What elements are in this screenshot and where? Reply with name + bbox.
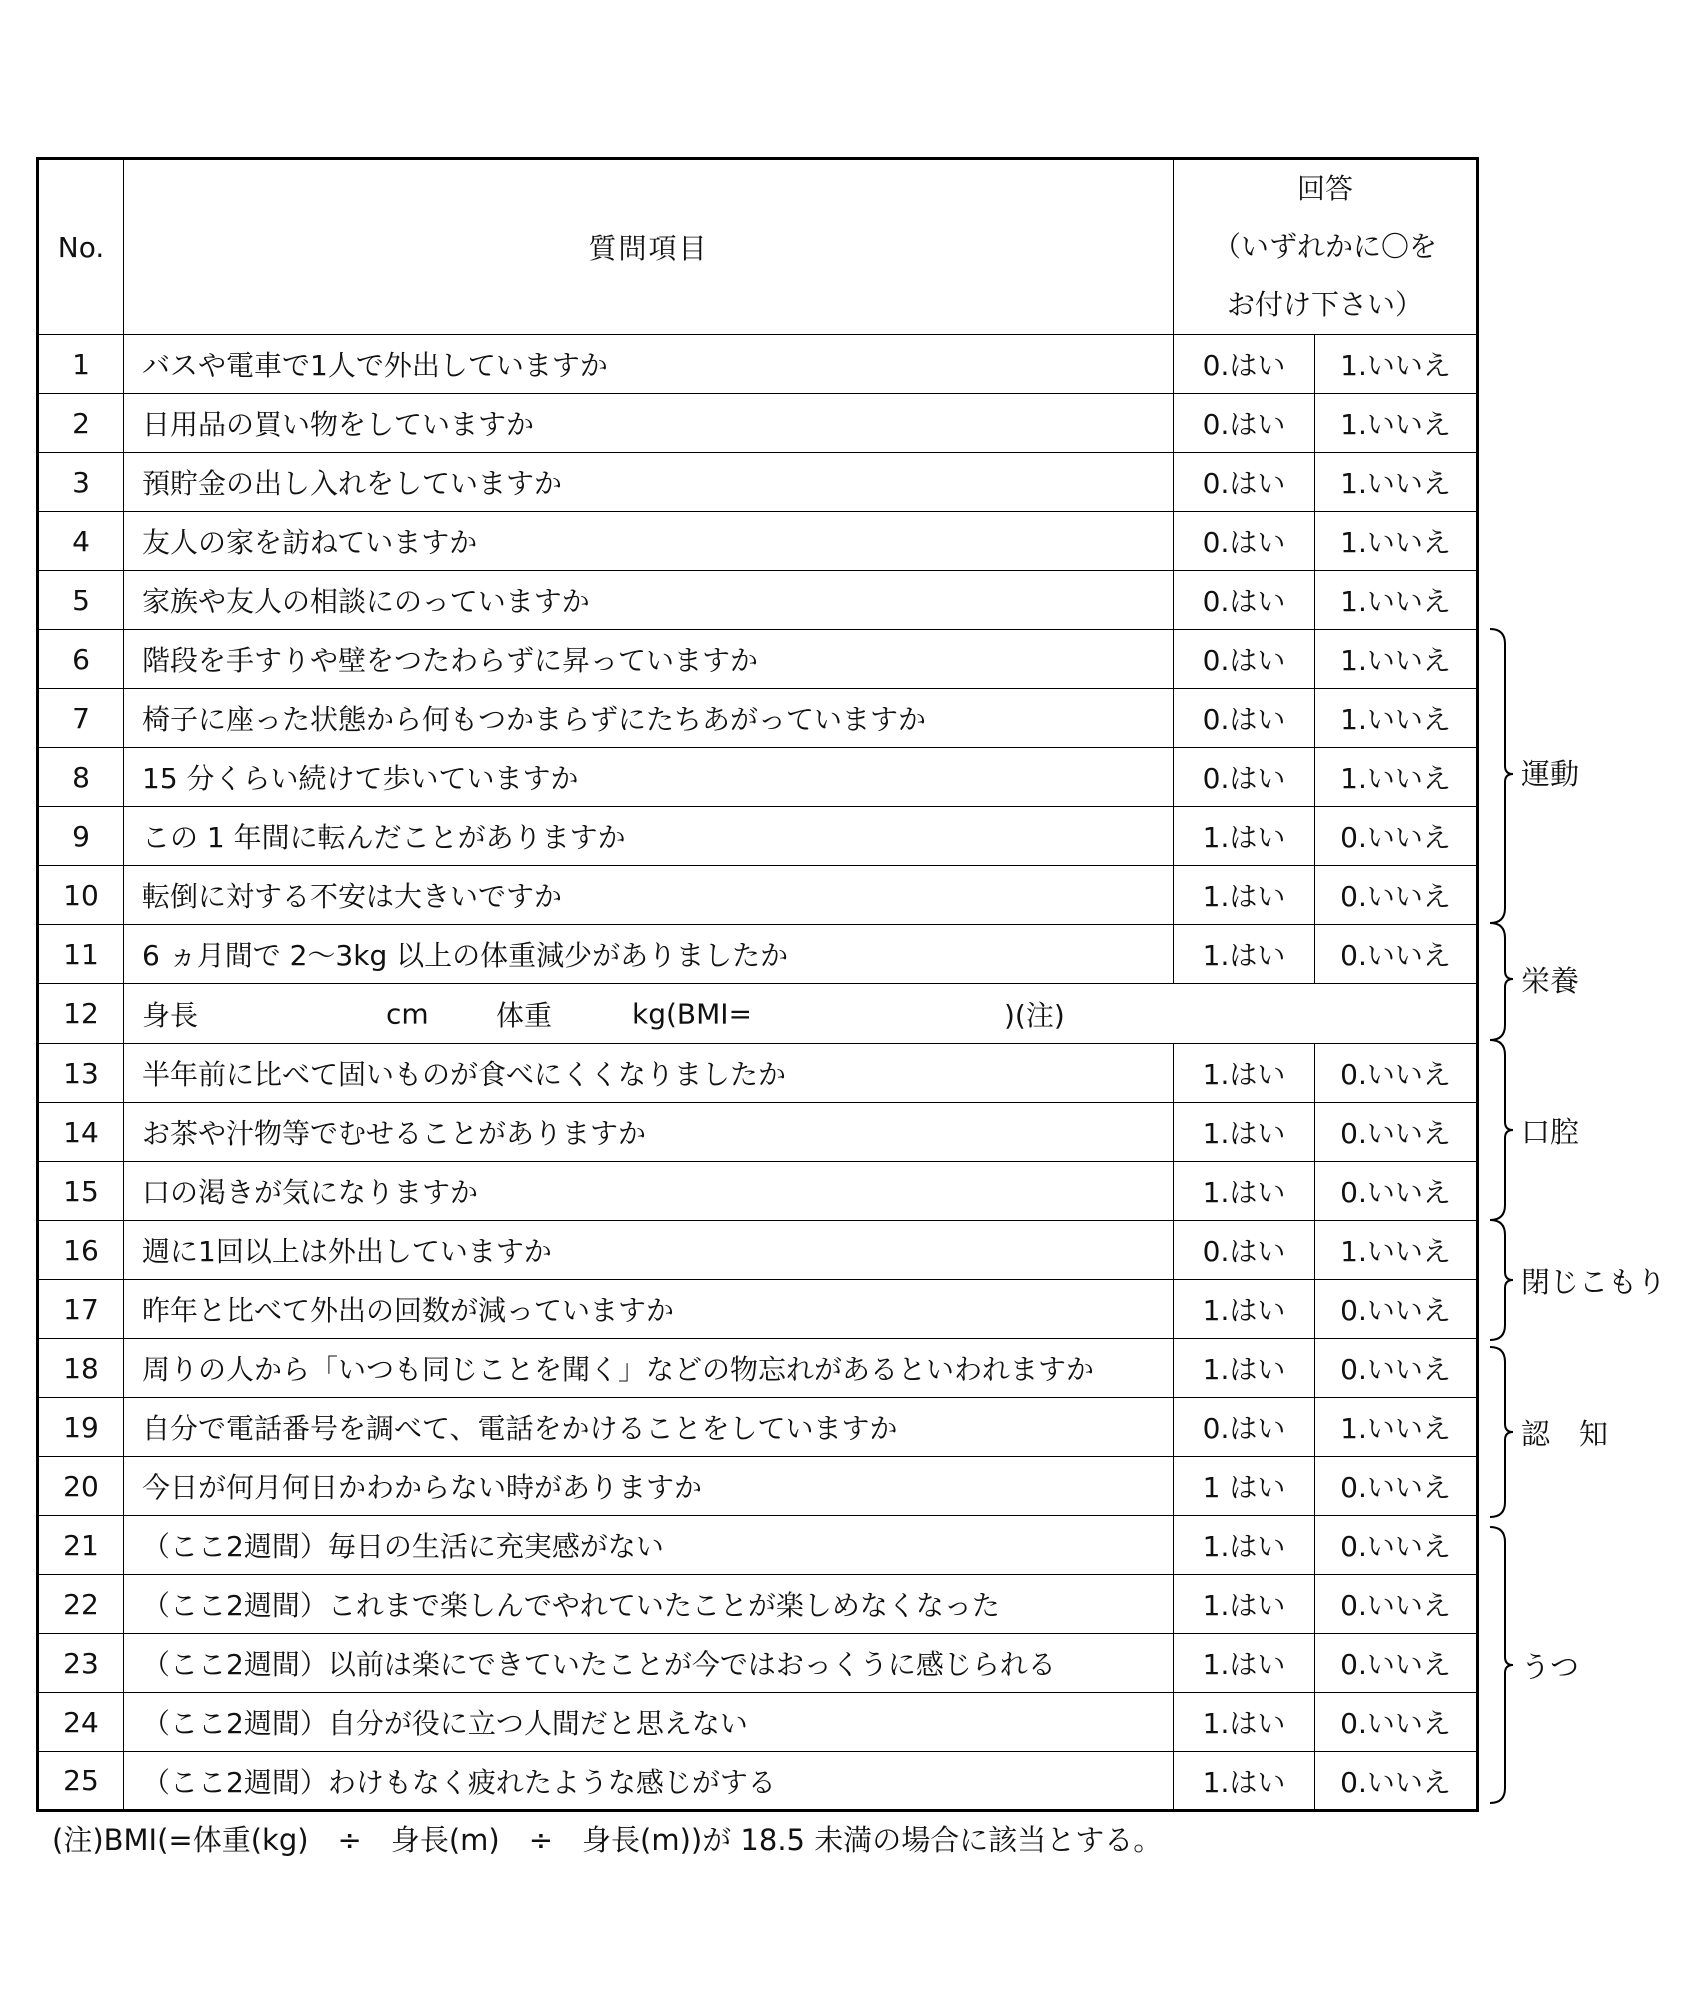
question-text: 昨年と比べて外出の回数が減っていますか bbox=[124, 1280, 1174, 1339]
answer-option-yes[interactable]: 1.はい bbox=[1174, 1752, 1315, 1811]
answer-option-yes[interactable]: 1 はい bbox=[1174, 1457, 1315, 1516]
question-text: 転倒に対する不安は大きいですか bbox=[124, 866, 1174, 925]
answer-option-yes[interactable]: 1.はい bbox=[1174, 1044, 1315, 1103]
question-text: （ここ2週間）わけもなく疲れたような感じがする bbox=[124, 1752, 1174, 1811]
category-eiyou: 栄養 bbox=[1521, 964, 1580, 998]
row-number: 3 bbox=[38, 453, 124, 512]
answer-option-no[interactable]: 1.いいえ bbox=[1315, 394, 1478, 453]
answer-option-no[interactable]: 1.いいえ bbox=[1315, 1398, 1478, 1457]
row-number: 1 bbox=[38, 335, 124, 394]
header-answer-line1: 回答 bbox=[1297, 172, 1354, 205]
answer-option-yes[interactable]: 0.はい bbox=[1174, 512, 1315, 571]
question-text: （ここ2週間）自分が役に立つ人間だと思えない bbox=[124, 1693, 1174, 1752]
question-text: この 1 年間に転んだことがありますか bbox=[124, 807, 1174, 866]
question-text: 階段を手すりや壁をつたわらずに昇っていますか bbox=[124, 630, 1174, 689]
row-number: 4 bbox=[38, 512, 124, 571]
row-number: 19 bbox=[38, 1398, 124, 1457]
answer-option-no[interactable]: 0.いいえ bbox=[1315, 1634, 1478, 1693]
question-text: お茶や汁物等でむせることがありますか bbox=[124, 1103, 1174, 1162]
question-text: 家族や友人の相談にのっていますか bbox=[124, 571, 1174, 630]
answer-option-yes[interactable]: 1.はい bbox=[1174, 1280, 1315, 1339]
category-tojikomori: 閉じこもり bbox=[1521, 1265, 1667, 1299]
category-koukuu: 口腔 bbox=[1521, 1115, 1580, 1149]
row-number: 16 bbox=[38, 1221, 124, 1280]
bracket-ninchi bbox=[1490, 1347, 1513, 1517]
row-number: 18 bbox=[38, 1339, 124, 1398]
answer-option-yes[interactable]: 0.はい bbox=[1174, 1221, 1315, 1280]
row-number: 21 bbox=[38, 1516, 124, 1575]
row-number: 9 bbox=[38, 807, 124, 866]
row-number: 20 bbox=[38, 1457, 124, 1516]
question-text: （ここ2週間）これまで楽しんでやれていたことが楽しめなくなった bbox=[124, 1575, 1174, 1634]
answer-option-yes[interactable]: 1.はい bbox=[1174, 1575, 1315, 1634]
height-label: 身長 bbox=[142, 998, 199, 1032]
answer-option-no[interactable]: 0.いいえ bbox=[1315, 1457, 1478, 1516]
question-text: 友人の家を訪ねていますか bbox=[124, 512, 1174, 571]
question-text: （ここ2週間）以前は楽にできていたことが今ではおっくうに感じられる bbox=[124, 1634, 1174, 1693]
answer-option-no[interactable]: 0.いいえ bbox=[1315, 866, 1478, 925]
answer-option-no[interactable]: 0.いいえ bbox=[1315, 1575, 1478, 1634]
bracket-utsu bbox=[1490, 1527, 1513, 1803]
kg-bmi-label: kg(BMI= bbox=[632, 997, 752, 1030]
answer-option-no[interactable]: 0.いいえ bbox=[1315, 1339, 1478, 1398]
answer-option-no[interactable]: 0.いいえ bbox=[1315, 1752, 1478, 1811]
answer-option-no[interactable]: 1.いいえ bbox=[1315, 630, 1478, 689]
answer-option-yes[interactable]: 0.はい bbox=[1174, 394, 1315, 453]
question-text: 椅子に座った状態から何もつかまらずにたちあがっていますか bbox=[124, 689, 1174, 748]
answer-option-yes[interactable]: 0.はい bbox=[1174, 1398, 1315, 1457]
question-text: 半年前に比べて固いものが食べにくくなりましたか bbox=[124, 1044, 1174, 1103]
answer-option-no[interactable]: 0.いいえ bbox=[1315, 807, 1478, 866]
row-number: 22 bbox=[38, 1575, 124, 1634]
answer-option-yes[interactable]: 1.はい bbox=[1174, 1162, 1315, 1221]
row-number: 8 bbox=[38, 748, 124, 807]
question-text: 周りの人から「いつも同じことを聞く」などの物忘れがあるといわれますか bbox=[124, 1339, 1174, 1398]
answer-option-yes[interactable]: 1.はい bbox=[1174, 1634, 1315, 1693]
answer-option-no[interactable]: 0.いいえ bbox=[1315, 1103, 1478, 1162]
question-text: 週に1回以上は外出していますか bbox=[124, 1221, 1174, 1280]
bracket-tojikomori bbox=[1490, 1220, 1513, 1340]
row-number: 17 bbox=[38, 1280, 124, 1339]
row-number: 2 bbox=[38, 394, 124, 453]
row-number: 11 bbox=[38, 925, 124, 984]
question-text: 日用品の買い物をしていますか bbox=[124, 394, 1174, 453]
answer-option-no[interactable]: 0.いいえ bbox=[1315, 1280, 1478, 1339]
category-undou: 運動 bbox=[1521, 757, 1580, 791]
header-answer-line2: （いずれかに〇を bbox=[1213, 230, 1438, 263]
answer-option-yes[interactable]: 0.はい bbox=[1174, 630, 1315, 689]
bracket-undou bbox=[1490, 629, 1513, 923]
category-utsu: うつ bbox=[1521, 1650, 1580, 1684]
answer-option-no[interactable]: 1.いいえ bbox=[1315, 335, 1478, 394]
answer-option-yes[interactable]: 1.はい bbox=[1174, 1103, 1315, 1162]
question-text: 預貯金の出し入れをしていますか bbox=[124, 453, 1174, 512]
question-text: 今日が何月何日かわからない時がありますか bbox=[124, 1457, 1174, 1516]
answer-option-yes[interactable]: 0.はい bbox=[1174, 335, 1315, 394]
question-text: 口の渇きが気になりますか bbox=[124, 1162, 1174, 1221]
row-number: 6 bbox=[38, 630, 124, 689]
question-text: 15 分くらい続けて歩いていますか bbox=[124, 748, 1174, 807]
question-text: 自分で電話番号を調べて、電話をかけることをしていますか bbox=[124, 1398, 1174, 1457]
weight-label: 体重 bbox=[496, 998, 553, 1032]
row-number: 10 bbox=[38, 866, 124, 925]
answer-option-no[interactable]: 1.いいえ bbox=[1315, 1221, 1478, 1280]
answer-option-yes[interactable]: 1.はい bbox=[1174, 1516, 1315, 1575]
bmi-footnote: (注)BMI(=体重(kg) ÷ 身長(m) ÷ 身長(m))が 18.5 未満の場合に該当とする。 bbox=[52, 1823, 1163, 1857]
answer-option-no[interactable]: 1.いいえ bbox=[1315, 453, 1478, 512]
answer-option-no[interactable]: 0.いいえ bbox=[1315, 1516, 1478, 1575]
question-text: バスや電車で1人で外出していますか bbox=[124, 335, 1174, 394]
answer-option-no[interactable]: 0.いいえ bbox=[1315, 1693, 1478, 1752]
answer-option-yes[interactable]: 0.はい bbox=[1174, 689, 1315, 748]
answer-option-yes[interactable]: 1.はい bbox=[1174, 925, 1315, 984]
answer-option-no[interactable]: 0.いいえ bbox=[1315, 925, 1478, 984]
question-text: （ここ2週間）毎日の生活に充実感がない bbox=[124, 1516, 1174, 1575]
header-question: 質問項目 bbox=[124, 159, 1174, 335]
answer-option-yes[interactable]: 1.はい bbox=[1174, 807, 1315, 866]
row-number: 7 bbox=[38, 689, 124, 748]
row-number: 14 bbox=[38, 1103, 124, 1162]
answer-option-yes[interactable]: 1.はい bbox=[1174, 1693, 1315, 1752]
answer-option-no[interactable]: 0.いいえ bbox=[1315, 1044, 1478, 1103]
category-ninchi: 認 知 bbox=[1521, 1417, 1609, 1451]
question-text: 6 ヵ月間で 2～3kg 以上の体重減少がありましたか bbox=[124, 925, 1174, 984]
row-number: 25 bbox=[38, 1752, 124, 1811]
row-number: 15 bbox=[38, 1162, 124, 1221]
cm-unit: cm bbox=[386, 997, 429, 1030]
header-answer-line3: お付け下さい） bbox=[1227, 288, 1424, 321]
row-number: 5 bbox=[38, 571, 124, 630]
row-number: 24 bbox=[38, 1693, 124, 1752]
answer-option-yes[interactable]: 0.はい bbox=[1174, 748, 1315, 807]
bmi-note-ref: )(注) bbox=[1004, 998, 1065, 1032]
answer-option-yes[interactable]: 1.はい bbox=[1174, 866, 1315, 925]
answer-option-yes[interactable]: 0.はい bbox=[1174, 453, 1315, 512]
header-no: No. bbox=[38, 159, 124, 335]
bracket-eiyou bbox=[1490, 923, 1513, 1040]
row-number: 12 bbox=[38, 984, 124, 1044]
row-number: 13 bbox=[38, 1044, 124, 1103]
answer-option-no[interactable]: 1.いいえ bbox=[1315, 689, 1478, 748]
answer-option-no[interactable]: 1.いいえ bbox=[1315, 748, 1478, 807]
row-number: 23 bbox=[38, 1634, 124, 1693]
answer-option-no[interactable]: 1.いいえ bbox=[1315, 571, 1478, 630]
answer-option-no[interactable]: 1.いいえ bbox=[1315, 512, 1478, 571]
answer-option-no[interactable]: 0.いいえ bbox=[1315, 1162, 1478, 1221]
bracket-koukuu bbox=[1490, 1040, 1513, 1220]
answer-option-yes[interactable]: 0.はい bbox=[1174, 571, 1315, 630]
answer-option-yes[interactable]: 1.はい bbox=[1174, 1339, 1315, 1398]
